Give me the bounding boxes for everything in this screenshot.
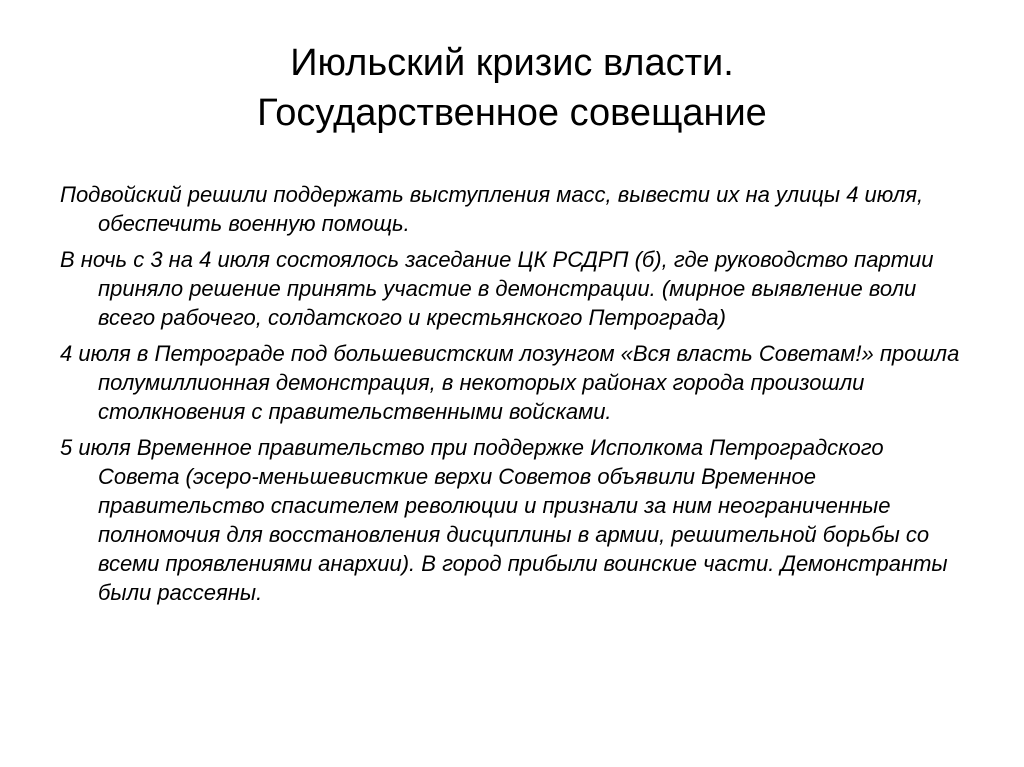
slide-title-line-1: Июльский кризис власти. <box>290 42 734 84</box>
paragraph-ck-meeting: В ночь с 3 на 4 июля состоялось заседание ЦК РСДРП (б), где руководство партии приняло решение принять участие в демонстрации. (мирное выявление воли всего рабочего, солдатского и крестьянского Петрограда) <box>60 247 934 330</box>
paragraph-july-5-government: 5 июля Временное правительство при поддержке Исполкома Петроградского Совета (эсеро-меньшевисткие верхи Советов объявили Временное правительство спасителем революции и признали за ним неограниченные полномочия для восстановления дисциплины в армии, решительной борьбы со всеми проявлениями анархии). В город прибыли воинские части. Демонстранты были рассеяны. <box>60 435 948 605</box>
paragraph-july-4-demonstration: 4 июля в Петрограде под большевистским лозунгом «Вся власть Советам!» прошла полумиллионная демонстрация, в некоторых районах города произошли столкновения с правительственными войсками. <box>60 341 960 424</box>
slide-title-line-2: Государственное совещание <box>257 92 767 134</box>
paragraph-podvoisky: Подвойский решили поддержать выступления масс, вывести их на улицы 4 июля, обеспечить военную помощь. <box>60 182 924 236</box>
slide-body <box>60 180 965 614</box>
slide-title <box>60 38 964 138</box>
